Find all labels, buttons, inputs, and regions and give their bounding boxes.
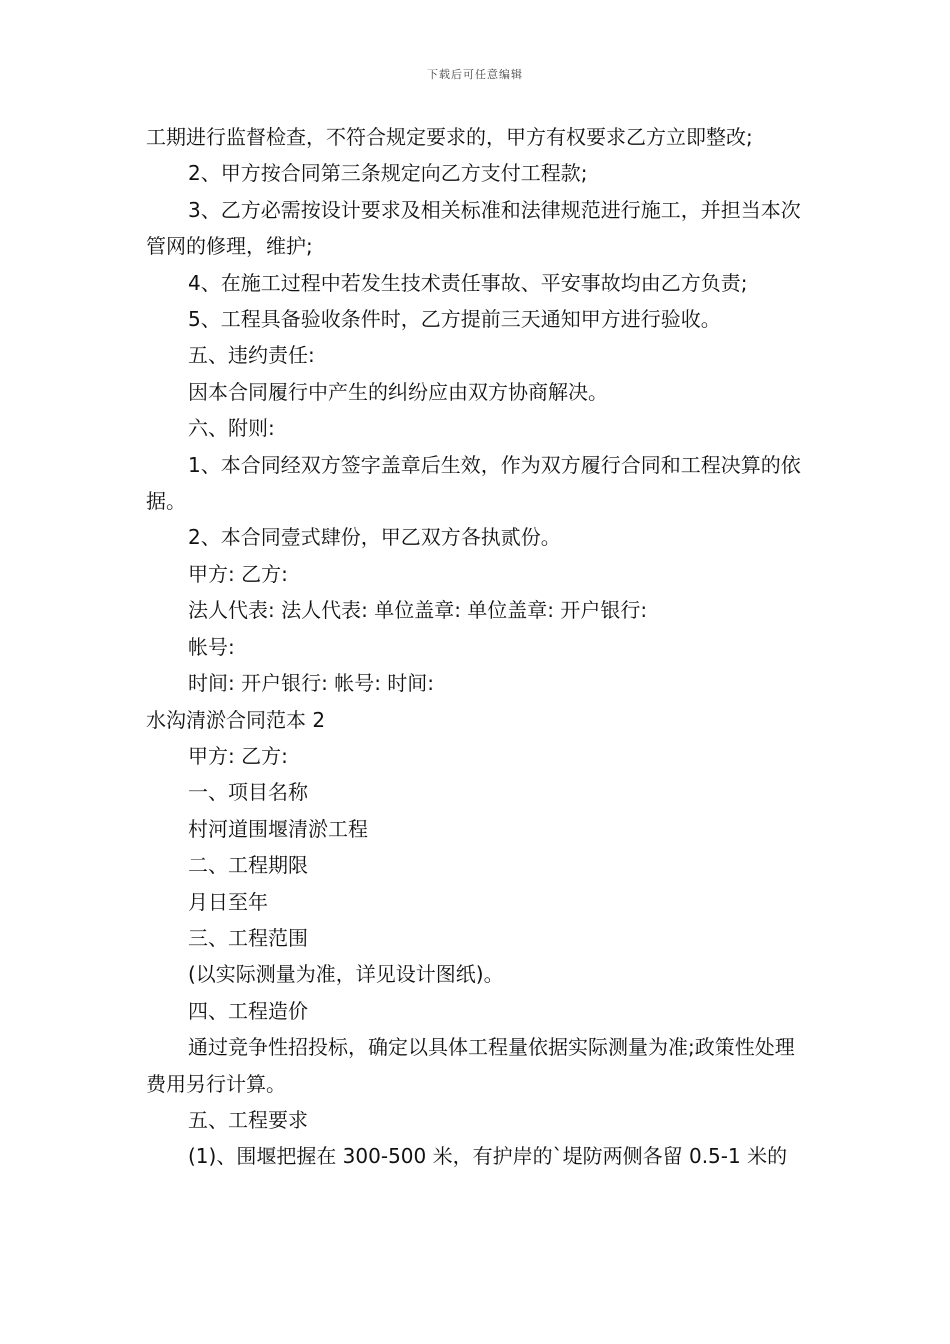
document-paragraph: 四、工程造价 — [188, 998, 308, 1023]
document-paragraph: 五、违约责任: — [188, 343, 315, 368]
page-header: 下载后可任意编辑 — [427, 68, 523, 81]
document-paragraph: 五、工程要求 — [188, 1107, 308, 1132]
document-paragraph: 因本合同履行中产生的纠纷应由双方协商解决。 — [188, 379, 608, 404]
document-paragraph: 甲方: 乙方: — [188, 561, 288, 586]
document-paragraph: 二、工程期限 — [188, 853, 308, 878]
document-paragraph: 时间: 开户银行: 帐号: 时间: — [188, 671, 435, 696]
document-paragraph: 2、本合同壹式肆份，甲乙双方各执贰份。 — [188, 525, 561, 550]
document-paragraph: 三、工程范围 — [188, 925, 308, 950]
document-paragraph: 一、项目名称 — [188, 780, 308, 805]
document-paragraph: 水沟清淤合同范本 2 — [146, 707, 326, 732]
document-paragraph: 3、乙方必需按设计要求及相关标准和法律规范进行施工，并担当本次管网的修理，维护; — [146, 197, 801, 259]
document-paragraph: 月日至年 — [188, 889, 268, 914]
document-paragraph: 村河道围堰清淤工程 — [188, 816, 368, 841]
document-body — [146, 119, 810, 1175]
document-paragraph: 甲方: 乙方: — [188, 743, 288, 768]
document-paragraph: (以实际测量为准，详见设计图纸)。 — [188, 962, 504, 987]
document-paragraph: (1)、围堰把握在 300-500 米，有护岸的`堤防两侧各留 0.5-1 米的 — [188, 1144, 788, 1169]
document-paragraph: 工期进行监督检查，不符合规定要求的，甲方有权要求乙方立即整改; — [146, 125, 753, 149]
document-paragraph: 5、工程具备验收条件时，乙方提前三天通知甲方进行验收。 — [188, 307, 721, 332]
document-paragraph: 2、甲方按合同第三条规定向乙方支付工程款; — [188, 161, 588, 186]
document-paragraph: 1、本合同经双方签字盖章后生效，作为双方履行合同和工程决算的依据。 — [146, 452, 801, 514]
document-paragraph: 通过竞争性招投标，确定以具体工程量依据实际测量为准;政策性处理费用另行计算。 — [146, 1035, 795, 1096]
document-paragraph: 六、附则: — [188, 416, 275, 441]
document-paragraph: 法人代表: 法人代表: 单位盖章: 单位盖章: 开户银行: — [188, 598, 648, 623]
document-paragraph: 帐号: — [188, 634, 235, 659]
document-paragraph: 4、在施工过程中若发生技术责任事故、平安事故均由乙方负责; — [188, 270, 748, 295]
